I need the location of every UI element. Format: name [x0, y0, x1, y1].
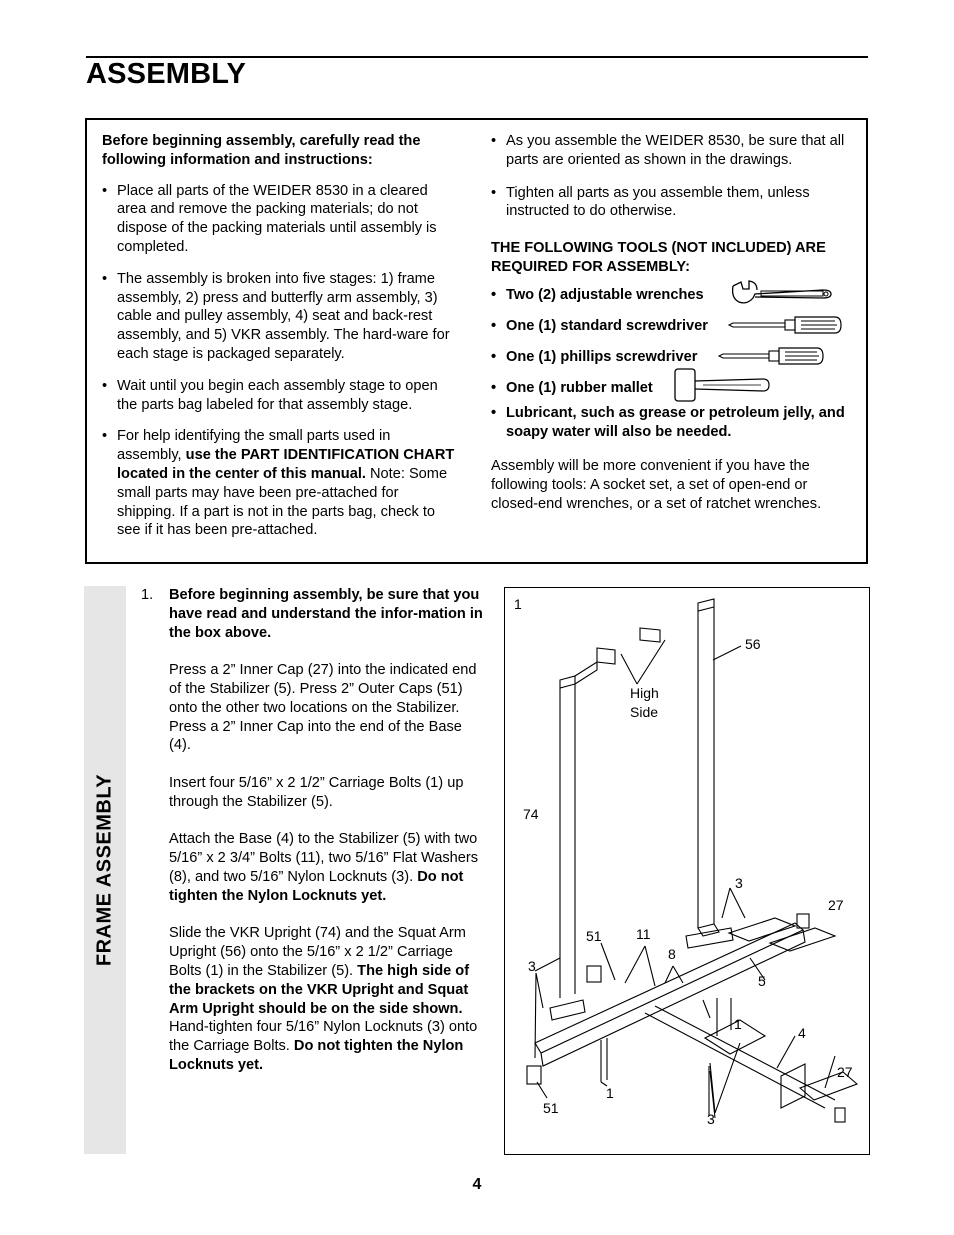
section-sidebar: [84, 586, 126, 1154]
part-label-11: 11: [636, 926, 651, 942]
tool-item: • Two (2) adjustable wrenches: [491, 280, 856, 311]
tools-heading: THE FOLLOWING TOOLS (NOT INCLUDED) ARE REQUIRED FOR ASSEMBLY:: [491, 240, 826, 275]
lubricant-note: • Lubricant, such as grease or petroleum jelly, and soapy water will also be needed.: [491, 404, 856, 442]
info-bullet-parts: [102, 427, 457, 540]
part-label-1: 1: [606, 1085, 614, 1101]
info-bullet: • Wait until you begin each assembly stage to open the parts bag labeled for that assembly stage.: [102, 377, 457, 415]
info-bullet: • Place all parts of the WEIDER 8530 in a cleared area and remove the packing materials; do not dispose of the packing materials until assembly is completed.: [102, 182, 457, 257]
info-bullet: • Tighten all parts as you assemble them, unless instructed to do otherwise.: [491, 184, 856, 222]
assembly-figure: [504, 587, 870, 1155]
tool-item: • One (1) standard screwdriver: [491, 311, 856, 342]
parts-text: For help identifying the small parts used in assembly,: [117, 428, 391, 464]
step-paragraph: [169, 830, 487, 905]
high-side-label: Side: [630, 704, 659, 720]
step-number: 1.: [141, 587, 154, 603]
step-warning: Do not tighten the Nylon Locknuts yet.: [169, 868, 464, 904]
info-box: [85, 118, 868, 564]
info-bullet: • The assembly is broken into five stages: 1) frame assembly, 2) press and butterfly arm assembly, 3) cable and pulley assembly, 4) seat and back-rest assembly, and 5) VKR assembly. The hard-ware for each stage is packaged separately.: [102, 270, 457, 364]
part-label-27: 27: [828, 897, 844, 913]
tool-item: • One (1) phillips screwdriver: [491, 342, 856, 373]
step-text: Attach the Base (4) to the Stabilizer (5) with two 5/16” x 2 3/4” Bolts (11), two 5/16” Flat Washers (8), and two 5/16” Nylon Locknuts (3).: [169, 831, 479, 885]
tool-label: One (1) standard screwdriver: [506, 317, 708, 334]
part-label-8: 8: [668, 946, 676, 962]
tool-item: • One (1) rubber mallet: [491, 373, 856, 404]
tool-label: Two (2) adjustable wrenches: [506, 286, 704, 303]
step-paragraph: [169, 924, 487, 1074]
part-label-27: 27: [837, 1064, 853, 1080]
part-label-56: 56: [745, 636, 761, 652]
step-paragraph: Insert four 5/16” x 2 1/2” Carriage Bolts (1) up through the Stabilizer (5).: [169, 774, 464, 810]
frame-assembly-drawing: [505, 588, 871, 1156]
high-side-label: High: [630, 685, 659, 701]
rubber-mallet-icon: [673, 367, 773, 403]
adjustable-wrench-icon: [727, 276, 837, 310]
info-right-column: [491, 132, 856, 514]
step-body: [169, 586, 487, 1094]
part-label-3: 3: [528, 958, 536, 974]
figure-number: 1: [514, 596, 522, 612]
info-bullet: • As you assemble the WEIDER 8530, be sure that all parts are oriented as shown in the drawings.: [491, 132, 856, 170]
part-label-5: 5: [758, 973, 766, 989]
step-paragraph: Press a 2” Inner Cap (27) into the indicated end of the Stabilizer (5). Press 2” Outer Caps (51) onto the other two locations on the Stabilizer. Press a 2” Inner Cap into the end of the Base (4).: [169, 662, 477, 754]
phillips-screwdriver-icon: [717, 344, 829, 368]
part-label-3: 3: [707, 1111, 715, 1127]
step-text: Hand-tighten four 5/16” Nylon Locknuts (3) onto the Carriage Bolts.: [169, 1019, 478, 1055]
step-warning: The high side of the brackets on the VKR Upright and Squat Arm Upright should be on the side shown.: [169, 962, 470, 1017]
part-label-51: 51: [543, 1100, 559, 1116]
info-intro: Before beginning assembly, carefully read the following information and instructions:: [102, 133, 421, 168]
info-left-column: [102, 132, 457, 540]
step-paragraph: Before beginning assembly, be sure that you have read and understand the infor-mation in the box above.: [169, 587, 483, 641]
tool-label: One (1) phillips screwdriver: [506, 348, 698, 365]
parts-chart-reference: use the PART IDENTIFICATION CHART located in the center of this manual.: [117, 447, 455, 482]
step-text: Slide the VKR Upright (74) and the Squat Arm Upright (56) onto the 5/16” x 2 1/2” Carriage Bolts (1) in the Stabilizer (5).: [169, 925, 466, 979]
convenience-note: Assembly will be more convenient if you have the following tools: A socket set, a set of open-end or closed-end wrenches, or a set of ratchet wrenches.: [491, 458, 822, 512]
part-label-51: 51: [586, 928, 602, 944]
standard-screwdriver-icon: [727, 313, 845, 337]
part-label-4: 4: [798, 1025, 806, 1041]
page-number: 4: [472, 1176, 482, 1193]
part-label-1: 1: [734, 1016, 742, 1032]
tool-label: One (1) rubber mallet: [506, 379, 653, 396]
part-label-3: 3: [735, 875, 743, 891]
step-warning: Do not tighten the Nylon Locknuts yet.: [169, 1038, 464, 1073]
page-title: ASSEMBLY: [86, 58, 247, 90]
part-label-74: 74: [523, 806, 539, 822]
parts-note: Note: Some small parts may have been pre-attached for shipping. If a part is not in the parts bag, check to see if it has been pre-attached.: [117, 465, 448, 539]
section-label: FRAME ASSEMBLY: [93, 773, 116, 967]
